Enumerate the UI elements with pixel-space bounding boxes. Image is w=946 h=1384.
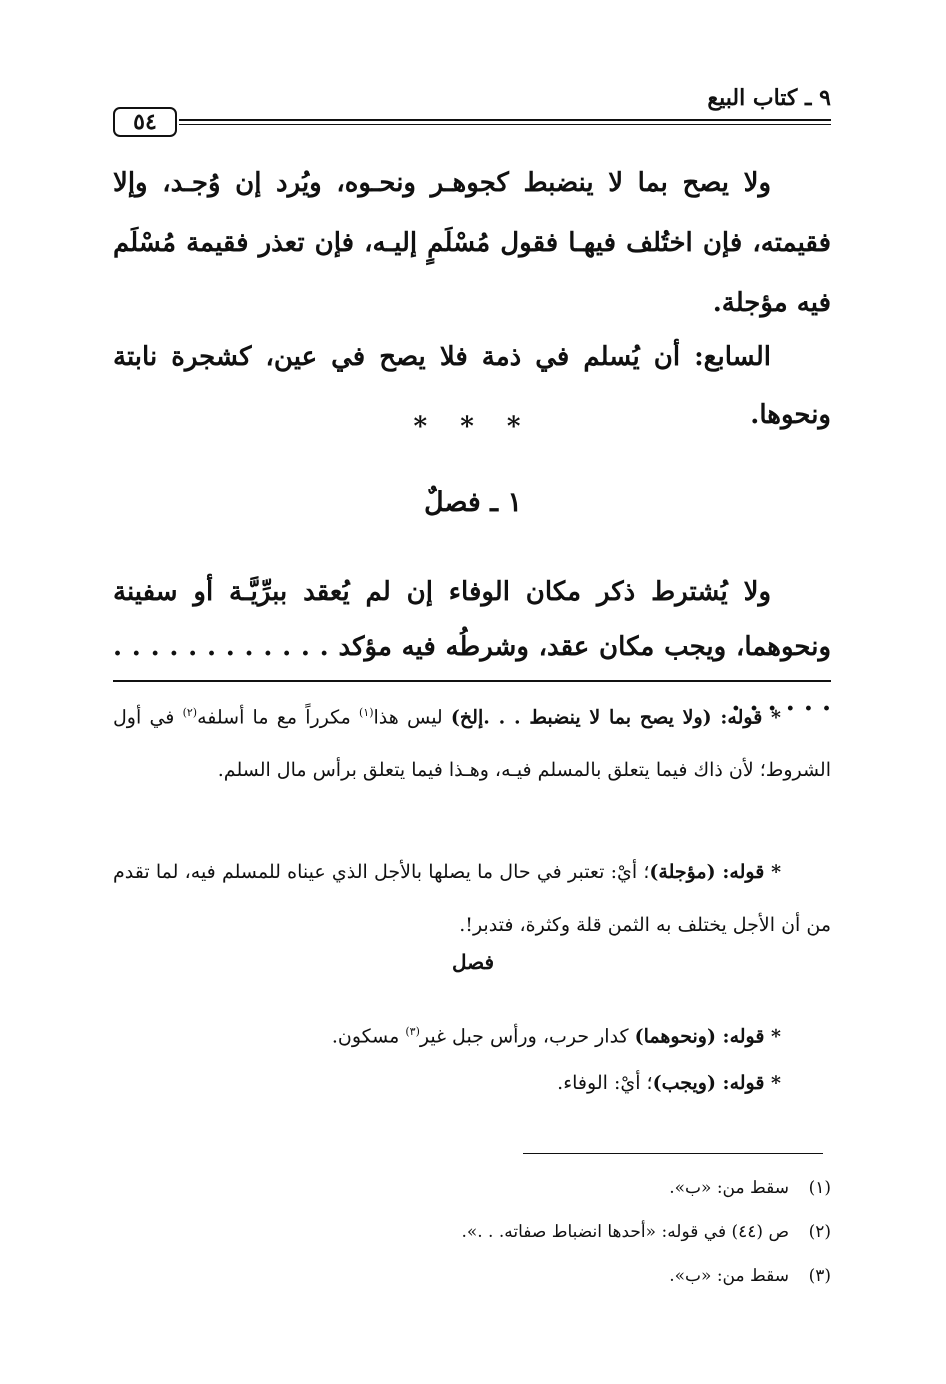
commentary-3-text-b: مسكون. — [331, 1025, 406, 1048]
section-separator: * * * — [413, 412, 533, 442]
footnotes — [113, 1166, 831, 1298]
commentary-4-lead: * قوله: (ويجب) — [652, 1072, 781, 1094]
commentary-divider — [113, 680, 831, 682]
commentary-3-lead: * قوله: (ونحوهما) — [634, 1025, 781, 1048]
continuation-dots: . . . . . . . . . . . . . . . . . . — [113, 632, 831, 717]
main-paragraph-1: ولا يصح بما لا ينضبط كجوهـر ونحـوه، ويُرد إن وُجـد، وإلا فقيمته، فإن اختُلف فيهـا فقول مُسْلَمٍ إليـه، فإن تعذر فقيمة مُسْلَم فيه مؤجلة. — [113, 168, 831, 318]
footnote-number: (١) — [808, 1178, 831, 1198]
footnote-ref-3: (٣) — [405, 1025, 420, 1038]
footnote-number: (٣) — [808, 1266, 831, 1286]
page-header — [113, 85, 831, 135]
commentary-note-2 — [113, 846, 831, 952]
footnote-text: ص (٤٤) في قوله: «أحدها انضباط صفاته. . .». — [461, 1222, 789, 1242]
commentary-1-text-c: في أول الشروط؛ لأن ذاك فيما يتعلق بالمسلم فيـه، وهـذا فيما يتعلق برأس مال السلم. — [113, 706, 831, 782]
commentary-1-text-b: مكرراً مع ما أسلفه — [197, 706, 359, 729]
footnote-text: سقط من: «ب». — [669, 1266, 789, 1286]
commentary-1-text-a: ليس هذا — [373, 706, 451, 729]
header-rule-thin — [179, 124, 831, 125]
commentary-note-3 — [113, 1005, 831, 1063]
footnote-text: سقط من: «ب». — [669, 1178, 789, 1198]
footnote-ref-2: (٢) — [182, 706, 198, 719]
main-paragraph-3-text: ولا يُشترط ذكر مكان الوفاء إن لم يُعقد ببرِّيَّـة أو سفينة ونحوهما، ويجب مكان عقد، وشرطُه فيه مؤكد — [113, 577, 832, 662]
footnote-1 — [113, 1166, 831, 1210]
commentary-note-4 — [113, 1057, 831, 1110]
footnote-3 — [113, 1254, 831, 1298]
commentary-subheading: فصل — [451, 950, 495, 974]
commentary-2-lead: * قوله: (مؤجلة) — [649, 861, 782, 883]
page-number: ٥٤ — [113, 107, 177, 137]
main-paragraph-2: السابع: أن يُسلم في ذمة فلا يصح في عين، كشجرة نابتة ونحوها. — [113, 342, 831, 430]
footnote-ref-1: (١) — [359, 706, 374, 719]
footnote-rule — [523, 1153, 823, 1154]
section-heading: ١ ـ فصلٌ — [424, 487, 522, 518]
commentary-2-text: ؛ أيْ: تعتبر في حال ما يصلها بالأجل الذي عيناه للمسلم فيه، لما تقدم من أن الأجل يختلف به الثمن قلة وكثرة، فتدبر!. — [113, 861, 831, 936]
commentary-3-text-a: كدار حرب، ورأس جبل غير — [419, 1025, 635, 1048]
header-rule — [179, 119, 831, 121]
footnote-number: (٢) — [808, 1222, 831, 1242]
chapter-title: ٩ ـ كتاب البيع — [707, 85, 831, 111]
footnote-2 — [113, 1210, 831, 1254]
commentary-1-lead: * قوله: (ولا يصح بما لا ينضبط . . .إلخ) — [450, 706, 781, 729]
commentary-4-text: ؛ أيْ: الوفاء. — [557, 1072, 653, 1094]
commentary-note-1 — [113, 686, 831, 797]
